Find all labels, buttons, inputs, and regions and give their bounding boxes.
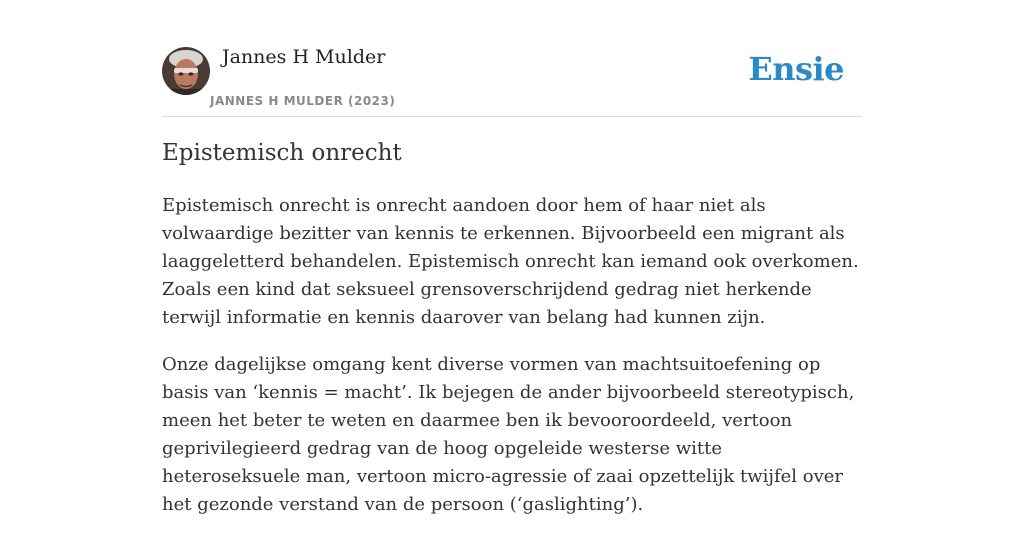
paragraph: Epistemisch onrecht is onrecht aandoen door hem of haar niet als volwaardige bezitter van kennis te erkennen. Bijvoorbeeld een migrant als laaggeletterd behandelen. Epistemisch onrecht kan iemand ook overkomen. Zoals een kind dat seksueel grensoverschrijdend gedrag niet herkende terwijl informatie en kennis daarover van belang had kunnen zijn. [162, 195, 859, 328]
author-meta: JANNES H MULDER (2023) [210, 94, 396, 108]
author-avatar[interactable] [162, 47, 210, 95]
author-name[interactable]: Jannes H Mulder [222, 46, 386, 68]
entry-header [162, 0, 862, 117]
entry-title: Epistemisch onrecht [162, 140, 402, 166]
paragraph: Onze dagelijkse omgang kent diverse vormen van machtsuitoefening op basis van ‘kennis = macht’. Ik bejegen de ander bijvoorbeeld stereotypisch, meen het beter te weten en daarmee ben ik bevooroordeeld, vertoon geprivilegieerd gedrag van de hoog opgeleide westerse witte heteroseksuele man, vertoon micro-agressie of zaai opzettelijk twijfel over het gezonde verstand van de persoon (‘gaslighting’). [162, 354, 855, 515]
avatar-photo-icon [162, 47, 210, 95]
entry-body [162, 192, 862, 538]
ensie-logo[interactable]: Ensie [748, 50, 844, 88]
entry-card [162, 0, 862, 515]
